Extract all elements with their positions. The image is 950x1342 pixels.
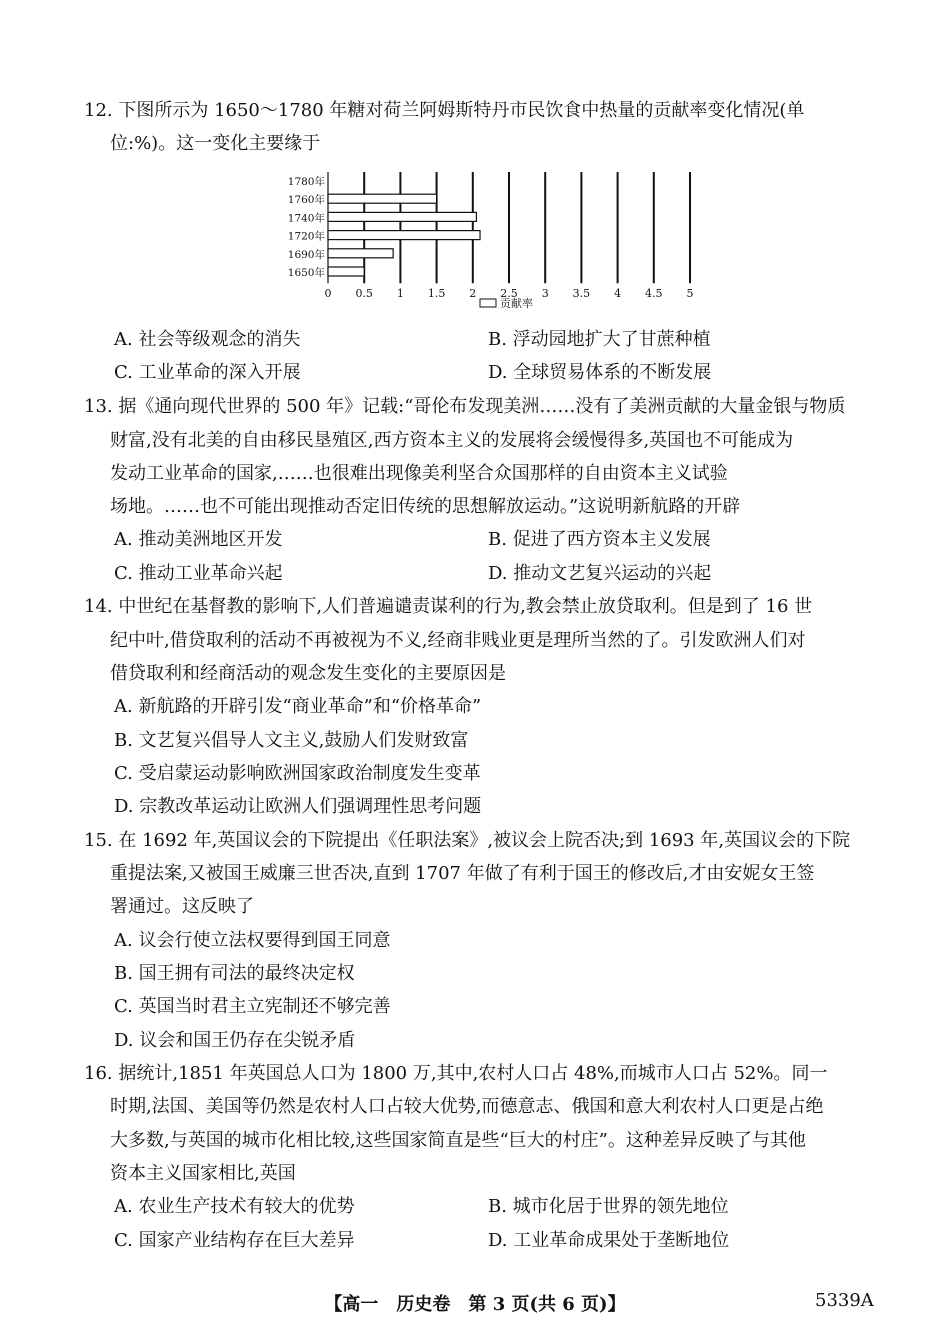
footer-code: 5339A [815, 1290, 874, 1311]
y-category-label: 1760年 [287, 194, 325, 207]
footer-title: 【高一 历史卷 第 3 页(共 6 页)】 [324, 1294, 626, 1315]
x-tick-label: 0 [324, 287, 332, 301]
q16-line-4: 资本主义国家相比,英国 [110, 1163, 296, 1184]
q12-line-1: 12. 下图所示为 1650～1780 年糖对荷兰阿姆斯特丹市民饮食中热量的贡献率变化情况(单 [84, 100, 805, 121]
bar [328, 231, 480, 240]
x-tick-label: 4 [614, 287, 622, 301]
q13-option-b: B. 促进了西方资本主义发展 [488, 529, 711, 550]
q13-option-a: A. 推动美洲地区开发 [114, 529, 283, 550]
q15-line-2: 重提法案,又被国王威廉三世否决,直到 1707 年做了有利于国王的修改后,才由安妮女王签 [110, 863, 815, 884]
legend-swatch [480, 299, 496, 307]
q12-option-b: B. 浮动园地扩大了甘蔗种植 [488, 329, 711, 350]
x-tick-label: 3 [541, 287, 549, 301]
q14-option-b: B. 文艺复兴倡导人文主义,鼓励人们发财致富 [114, 730, 469, 751]
chart-grid [328, 172, 690, 283]
q15-option-c: C. 英国当时君主立宪制还不够完善 [114, 996, 391, 1017]
chart-y-labels [288, 175, 326, 279]
y-category-label: 1650年 [287, 267, 325, 279]
legend-label: 贡献率 [500, 297, 533, 310]
q12-option-c: C. 工业革命的深入开展 [114, 362, 301, 383]
q13-option-c: C. 推动工业革命兴起 [114, 563, 283, 584]
q12-option-a: A. 社会等级观念的消失 [114, 329, 301, 350]
q15-option-d: D. 议会和国王仍存在尖锐矛盾 [114, 1030, 356, 1051]
q16-option-c: C. 国家产业结构存在巨大差异 [114, 1230, 355, 1251]
q14-option-c: C. 受启蒙运动影响欧洲国家政治制度发生变革 [114, 763, 481, 784]
q13-line-1: 13. 据《通向现代世界的 500 年》记载:“哥伦布发现美洲……没有了美洲贡献的大量金银与物质 [84, 396, 846, 417]
bar [328, 212, 476, 221]
y-category-label: 1740年 [287, 212, 325, 225]
y-category-label: 1780年 [287, 176, 325, 188]
q16-option-d: D. 工业革命成果处于垄断地位 [488, 1230, 730, 1251]
q15-line-3: 署通过。这反映了 [110, 896, 254, 917]
x-tick-label: 3.5 [572, 287, 591, 301]
q15-option-a: A. 议会行使立法权要得到国王同意 [114, 930, 391, 951]
q13-line-4: 场地。……也不可能出现推动否定旧传统的思想解放运动。”这说明新航路的开辟 [110, 496, 741, 517]
q16-option-a: A. 农业生产技术有较大的优势 [114, 1196, 355, 1217]
q13-option-d: D. 推动文艺复兴运动的兴起 [488, 563, 712, 584]
q12-line-2: 位:%)。这一变化主要缘于 [110, 133, 321, 154]
bar [328, 194, 437, 203]
q14-line-3: 借贷取利和经商活动的观念发生变化的主要原因是 [110, 663, 506, 684]
q13-line-2: 财富,没有北美的自由移民垦殖区,西方资本主义的发展将会缓慢得多,英国也不可能成为 [110, 430, 794, 451]
x-tick-label: 2 [469, 287, 477, 301]
bar [328, 267, 364, 276]
q14-option-d: D. 宗教改革运动让欧洲人们强调理性思考问题 [114, 796, 482, 817]
x-tick-label: 2.5 [500, 287, 518, 301]
bar [328, 249, 393, 258]
y-category-label: 1720年 [287, 230, 325, 243]
q12-option-d: D. 全球贸易体系的不断发展 [488, 362, 712, 383]
q16-line-2: 时期,法国、美国等仍然是农村人口占较大优势,而德意志、俄国和意大利农村人口更是占绝 [110, 1096, 824, 1117]
chart-bars [328, 194, 480, 276]
q14-option-a: A. 新航路的开辟引发“商业革命”和“价格革命” [114, 696, 482, 717]
q14-line-1: 14. 中世纪在基督教的影响下,人们普遍谴责谋利的行为,教会禁止放贷取利。但是到了 16 世 [84, 596, 813, 617]
x-tick-label: 1.5 [427, 287, 446, 301]
q16-option-b: B. 城市化居于世界的领先地位 [488, 1196, 729, 1217]
sugar-contribution-chart [280, 162, 710, 312]
x-tick-label: 1 [396, 287, 404, 301]
q16-line-3: 大多数,与英国的城市化相比较,这些国家简直是些“巨大的村庄”。这种差异反映了与其他 [110, 1130, 806, 1151]
q14-line-2: 纪中叶,借贷取利的活动不再被视为不义,经商非贱业更是理所当然的了。引发欧洲人们对 [110, 630, 806, 651]
q15-line-1: 15. 在 1692 年,英国议会的下院提出《任职法案》,被议会上院否决;到 1693 年,英国议会的下院 [84, 830, 851, 851]
q13-line-3: 发动工业革命的国家,……也很难出现像美利坚合众国那样的自由资本主义试验 [110, 463, 728, 484]
y-category-label: 1690年 [287, 248, 325, 261]
x-tick-label: 4.5 [645, 287, 663, 301]
x-tick-label: 5 [686, 287, 694, 301]
x-tick-label: 0.5 [355, 287, 373, 301]
q15-option-b: B. 国王拥有司法的最终决定权 [114, 963, 355, 984]
q16-line-1: 16. 据统计,1851 年英国总人口为 1800 万,其中,农村人口占 48%,而城市人口占 52%。同一 [84, 1063, 828, 1084]
